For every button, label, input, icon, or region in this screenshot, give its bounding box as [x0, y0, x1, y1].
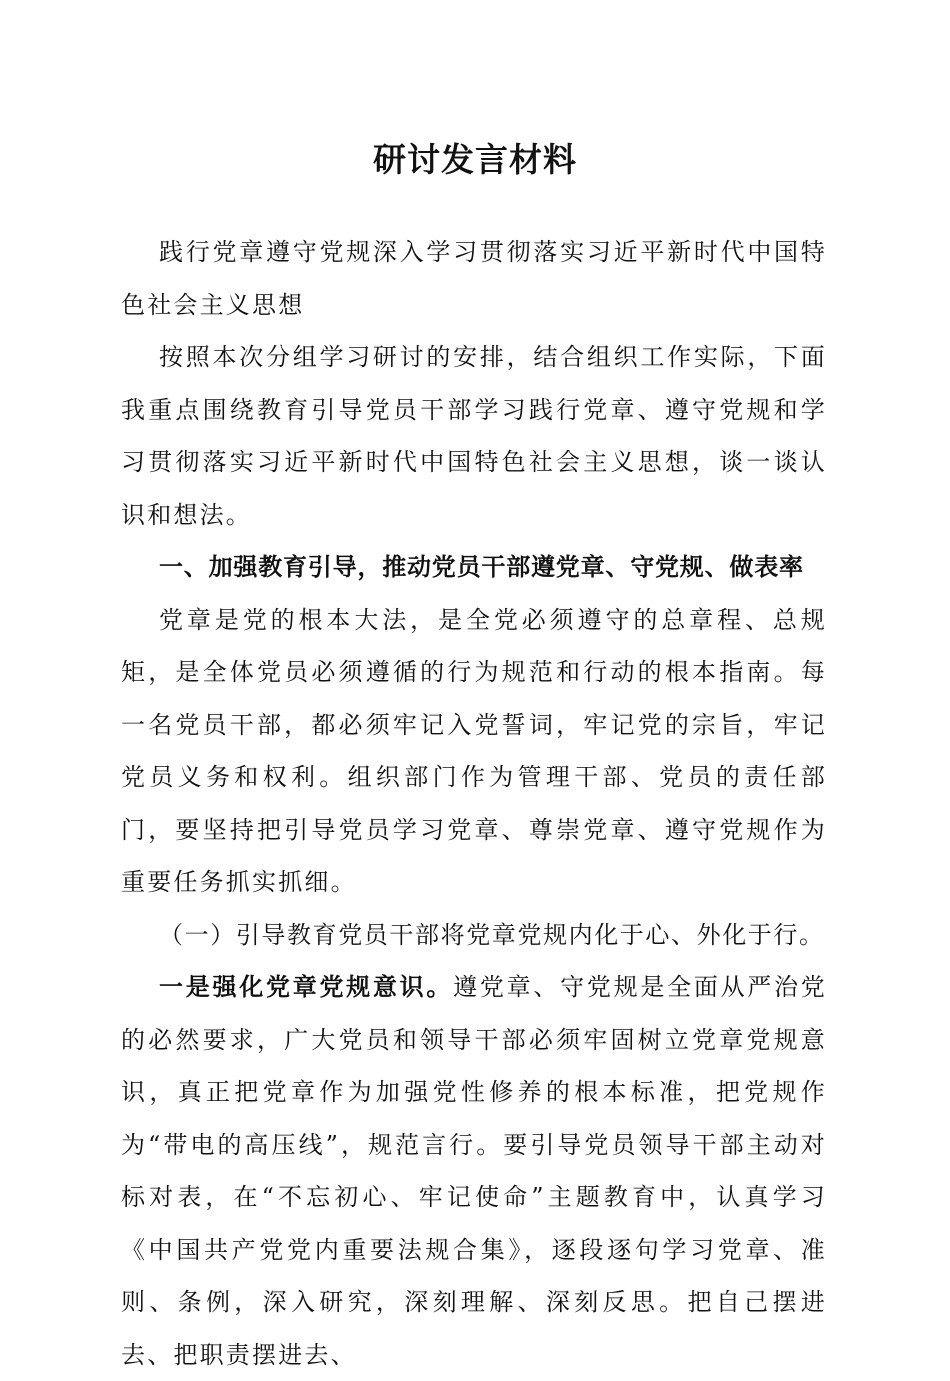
section-1-paragraph: 党章是党的根本大法，是全党必须遵守的总章程、总规矩，是全体党员必须遵循的行为规范和行动的根本指南。每一名党员干部，都必须牢记入党誓词，牢记党的宗旨，牢记党员义务和权利。组织部门作为管理干部、党员的责任部门，要坚持把引导党员学习党章、尊崇党章、遵守党规作为重要任务抓实抓细。: [121, 605, 827, 896]
point-1-lead: 一是强化党章党规意识。: [159, 972, 454, 1001]
document-body: [121, 226, 827, 1381]
document-title: 研讨发言材料: [373, 140, 577, 179]
subsection-heading-1: （一）引导教育党员干部将党章党规内化于心、外化于行。: [159, 920, 825, 949]
point-1-text: 遵党章、守党规是全面从严治党的必然要求，广大党员和领导干部必须牢固树立党章党规意识，真正把党章作为加强党性修养的根本标准，把党规作为“带电的高压线”，规范言行。要引导党员领导干部主动对标对表，在“不忘初心、牢记使命”主题教育中，认真学习《中国共产党党内重要法规合集》，逐段逐句学习党章、准则、条例，深入研究，深刻理解、深刻反思。把自己摆进去、把职责摆进去、: [121, 973, 827, 1369]
intro-paragraph: 按照本次分组学习研讨的安排，结合组织工作实际，下面我重点围绕教育引导党员干部学习践行党章、遵守党规和学习贯彻落实习近平新时代中国特色社会主义思想，谈一谈认识和想法。: [121, 343, 827, 529]
point-1-paragraph: [121, 961, 827, 1381]
section-heading-1: 一、加强教育引导，推动党员干部遵党章、守党规、做表率: [159, 553, 804, 581]
subtitle-paragraph: 践行党章遵守党规深入学习贯彻落实习近平新时代中国特色社会主义思想: [121, 238, 827, 319]
